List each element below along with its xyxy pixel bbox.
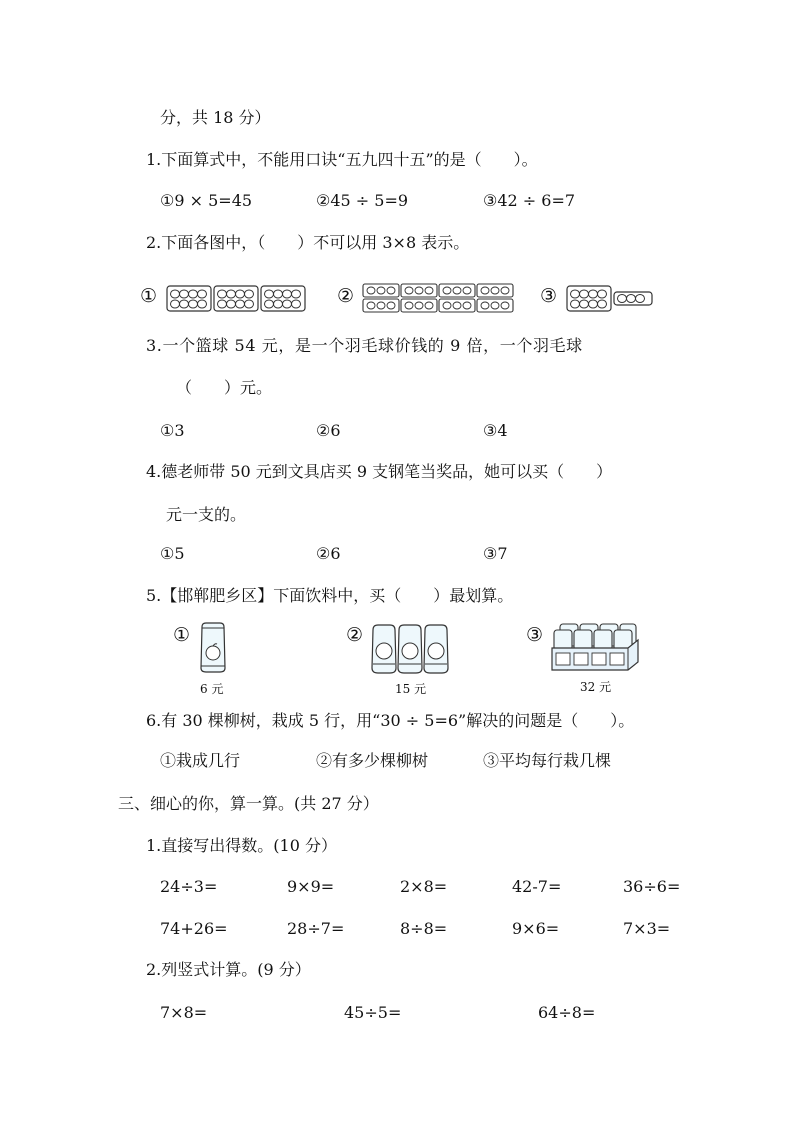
figure-label[interactable]: ③: [540, 285, 558, 307]
question-5-figures: [0, 620, 794, 696]
question-4-text-cont: 元一支的。: [166, 505, 247, 524]
calc-item[interactable]: 42-7=: [512, 877, 562, 896]
can-case-image: [550, 622, 640, 674]
section-3-part-1-title: 1.直接写出得数。(10 分）: [146, 836, 337, 855]
section-3-part-2-title: 2.列竖式计算。(9 分）: [146, 960, 311, 979]
calc-item[interactable]: 9×6=: [512, 919, 560, 938]
single-can-image: [198, 622, 228, 674]
option[interactable]: ②45 ÷ 5=9: [316, 191, 409, 210]
question-3-options: [0, 420, 794, 442]
option[interactable]: ③平均每行栽几棵: [483, 751, 612, 770]
option[interactable]: ①9 × 5=45: [160, 191, 253, 210]
figure-group-2: [362, 282, 518, 320]
question-4-options: [0, 543, 794, 565]
price-label: 15 元: [395, 682, 427, 696]
question-6-text: 6.有 30 棵柳树，栽成 5 行，用“30 ÷ 5=6”解决的问题是（ ）。: [146, 711, 635, 730]
option[interactable]: ③4: [483, 421, 508, 440]
calc-item[interactable]: 2×8=: [400, 877, 448, 896]
figure-label[interactable]: ①: [173, 624, 191, 646]
option[interactable]: ①3: [160, 421, 185, 440]
option[interactable]: ②6: [316, 544, 341, 563]
question-3-text: 3.一个篮球 54 元，是一个羽毛球价钱的 9 倍，一个羽毛球: [146, 336, 583, 355]
question-5-text: 5.【邯郸肥乡区】下面饮料中，买（ ）最划算。: [146, 586, 514, 605]
calc-item[interactable]: 74+26=: [160, 919, 228, 938]
calc-item[interactable]: 28÷7=: [287, 919, 345, 938]
question-4-text: 4.德老师带 50 元到文具店买 9 支钢笔当奖品，她可以买（ ）: [146, 462, 613, 481]
option[interactable]: ①5: [160, 544, 185, 563]
figure-group-3: [566, 284, 656, 318]
question-1-text: 1.下面算式中，不能用口诀“五九四十五”的是（ ）。: [146, 150, 538, 169]
price-label: 6 元: [200, 682, 224, 696]
figure-label[interactable]: ②: [346, 624, 364, 646]
figure-label[interactable]: ③: [526, 624, 544, 646]
calc-row-1: [0, 876, 794, 898]
bead-boxes-8-plus-3-image: [566, 284, 656, 314]
bead-boxes-3x8-image: [166, 284, 316, 314]
question-2-figures: [0, 282, 794, 316]
option[interactable]: ②有多少棵柳树: [316, 751, 429, 770]
calc-item[interactable]: 36÷6=: [623, 877, 681, 896]
calc-row-2: [0, 918, 794, 940]
option[interactable]: ③42 ÷ 6=7: [483, 191, 576, 210]
figure-label[interactable]: ①: [140, 285, 158, 307]
question-6-options: [0, 750, 794, 772]
calc-item[interactable]: 7×3=: [623, 919, 671, 938]
price-label: 32 元: [580, 680, 612, 694]
calc-item[interactable]: 7×8=: [160, 1003, 208, 1022]
calc-item[interactable]: 9×9=: [287, 877, 335, 896]
calc-item[interactable]: 24÷3=: [160, 877, 218, 896]
question-2-text: 2.下面各图中，（ ）不可以用 3×8 表示。: [146, 233, 470, 252]
calc-item[interactable]: 64÷8=: [538, 1003, 596, 1022]
option[interactable]: ①栽成几行: [160, 751, 241, 770]
three-cans-image: [370, 624, 452, 676]
figure-group-1: [166, 284, 316, 318]
calc-item[interactable]: 45÷5=: [344, 1003, 402, 1022]
bead-boxes-4x6-image: [362, 282, 518, 316]
section-score-fragment: 分，共 18 分）: [160, 108, 271, 127]
calc-item[interactable]: 8÷8=: [400, 919, 448, 938]
option[interactable]: ②6: [316, 421, 341, 440]
figure-label[interactable]: ②: [337, 285, 355, 307]
vertical-calc-row: [0, 1002, 794, 1024]
question-1-options: [0, 190, 794, 212]
section-3-title: 三、细心的你，算一算。(共 27 分）: [118, 794, 379, 813]
question-3-text-cont: （ ）元。: [176, 378, 273, 397]
option[interactable]: ③7: [483, 544, 508, 563]
